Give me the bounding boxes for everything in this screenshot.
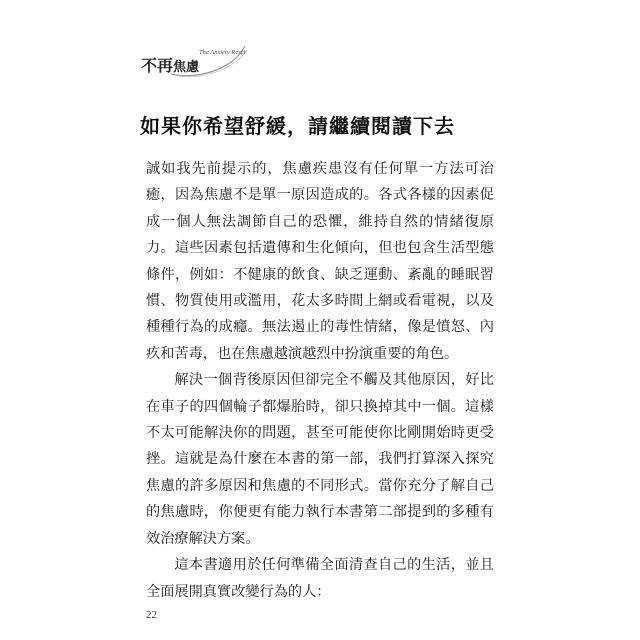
paragraph-2: 解決一個背後原因但卻完全不觸及其他原因，好比在車子的四個輪子都爆胎時，卻只換掉其中一個。這樣不太可能解決你的問題，甚至可能使你比剛開始時更受挫。這就是為什麼在本書的第一部，我們打算深入探究焦慮的許多原因和焦慮的不同形式。當你充分了解自己的焦慮時，你便更有能力執行本書第二部提到的多種有效治療解決方案。 <box>146 372 494 547</box>
section-heading: 如果你希望舒緩，請繼續閱讀下去 <box>140 114 455 138</box>
paragraph-3: 這本書適用於任何準備全面清查自己的生活，並且全面展開真實改變行為的人： <box>146 557 494 600</box>
header-subtitle: The Anxiety Reset <box>199 49 246 56</box>
header-title-part2: 焦慮 <box>173 60 200 75</box>
header-book-title <box>141 53 199 76</box>
header-title-part1: 不再 <box>141 56 174 75</box>
page-number: 22 <box>146 609 157 621</box>
body-text <box>146 156 494 605</box>
running-header <box>141 40 251 80</box>
paragraph-1: 誠如我先前提示的，焦慮疾患沒有任何單一方法可治癒，因為焦慮不是單一原因造成的。各式各樣的因素促成一個人無法調節自己的恐懼，維持自然的情緒復原力。這些因素包括遺傳和生化傾向，但也包含生活型態條件，例如：不健康的飲食、缺乏運動、紊亂的睡眠習慣、物質使用或濫用，花太多時間上網或看電視，以及種種行為的成癮。無法遏止的毒性情緒，像是憤怒、內疚和苦毒，也在焦慮越演越烈中扮演重要的角色。 <box>146 161 494 362</box>
